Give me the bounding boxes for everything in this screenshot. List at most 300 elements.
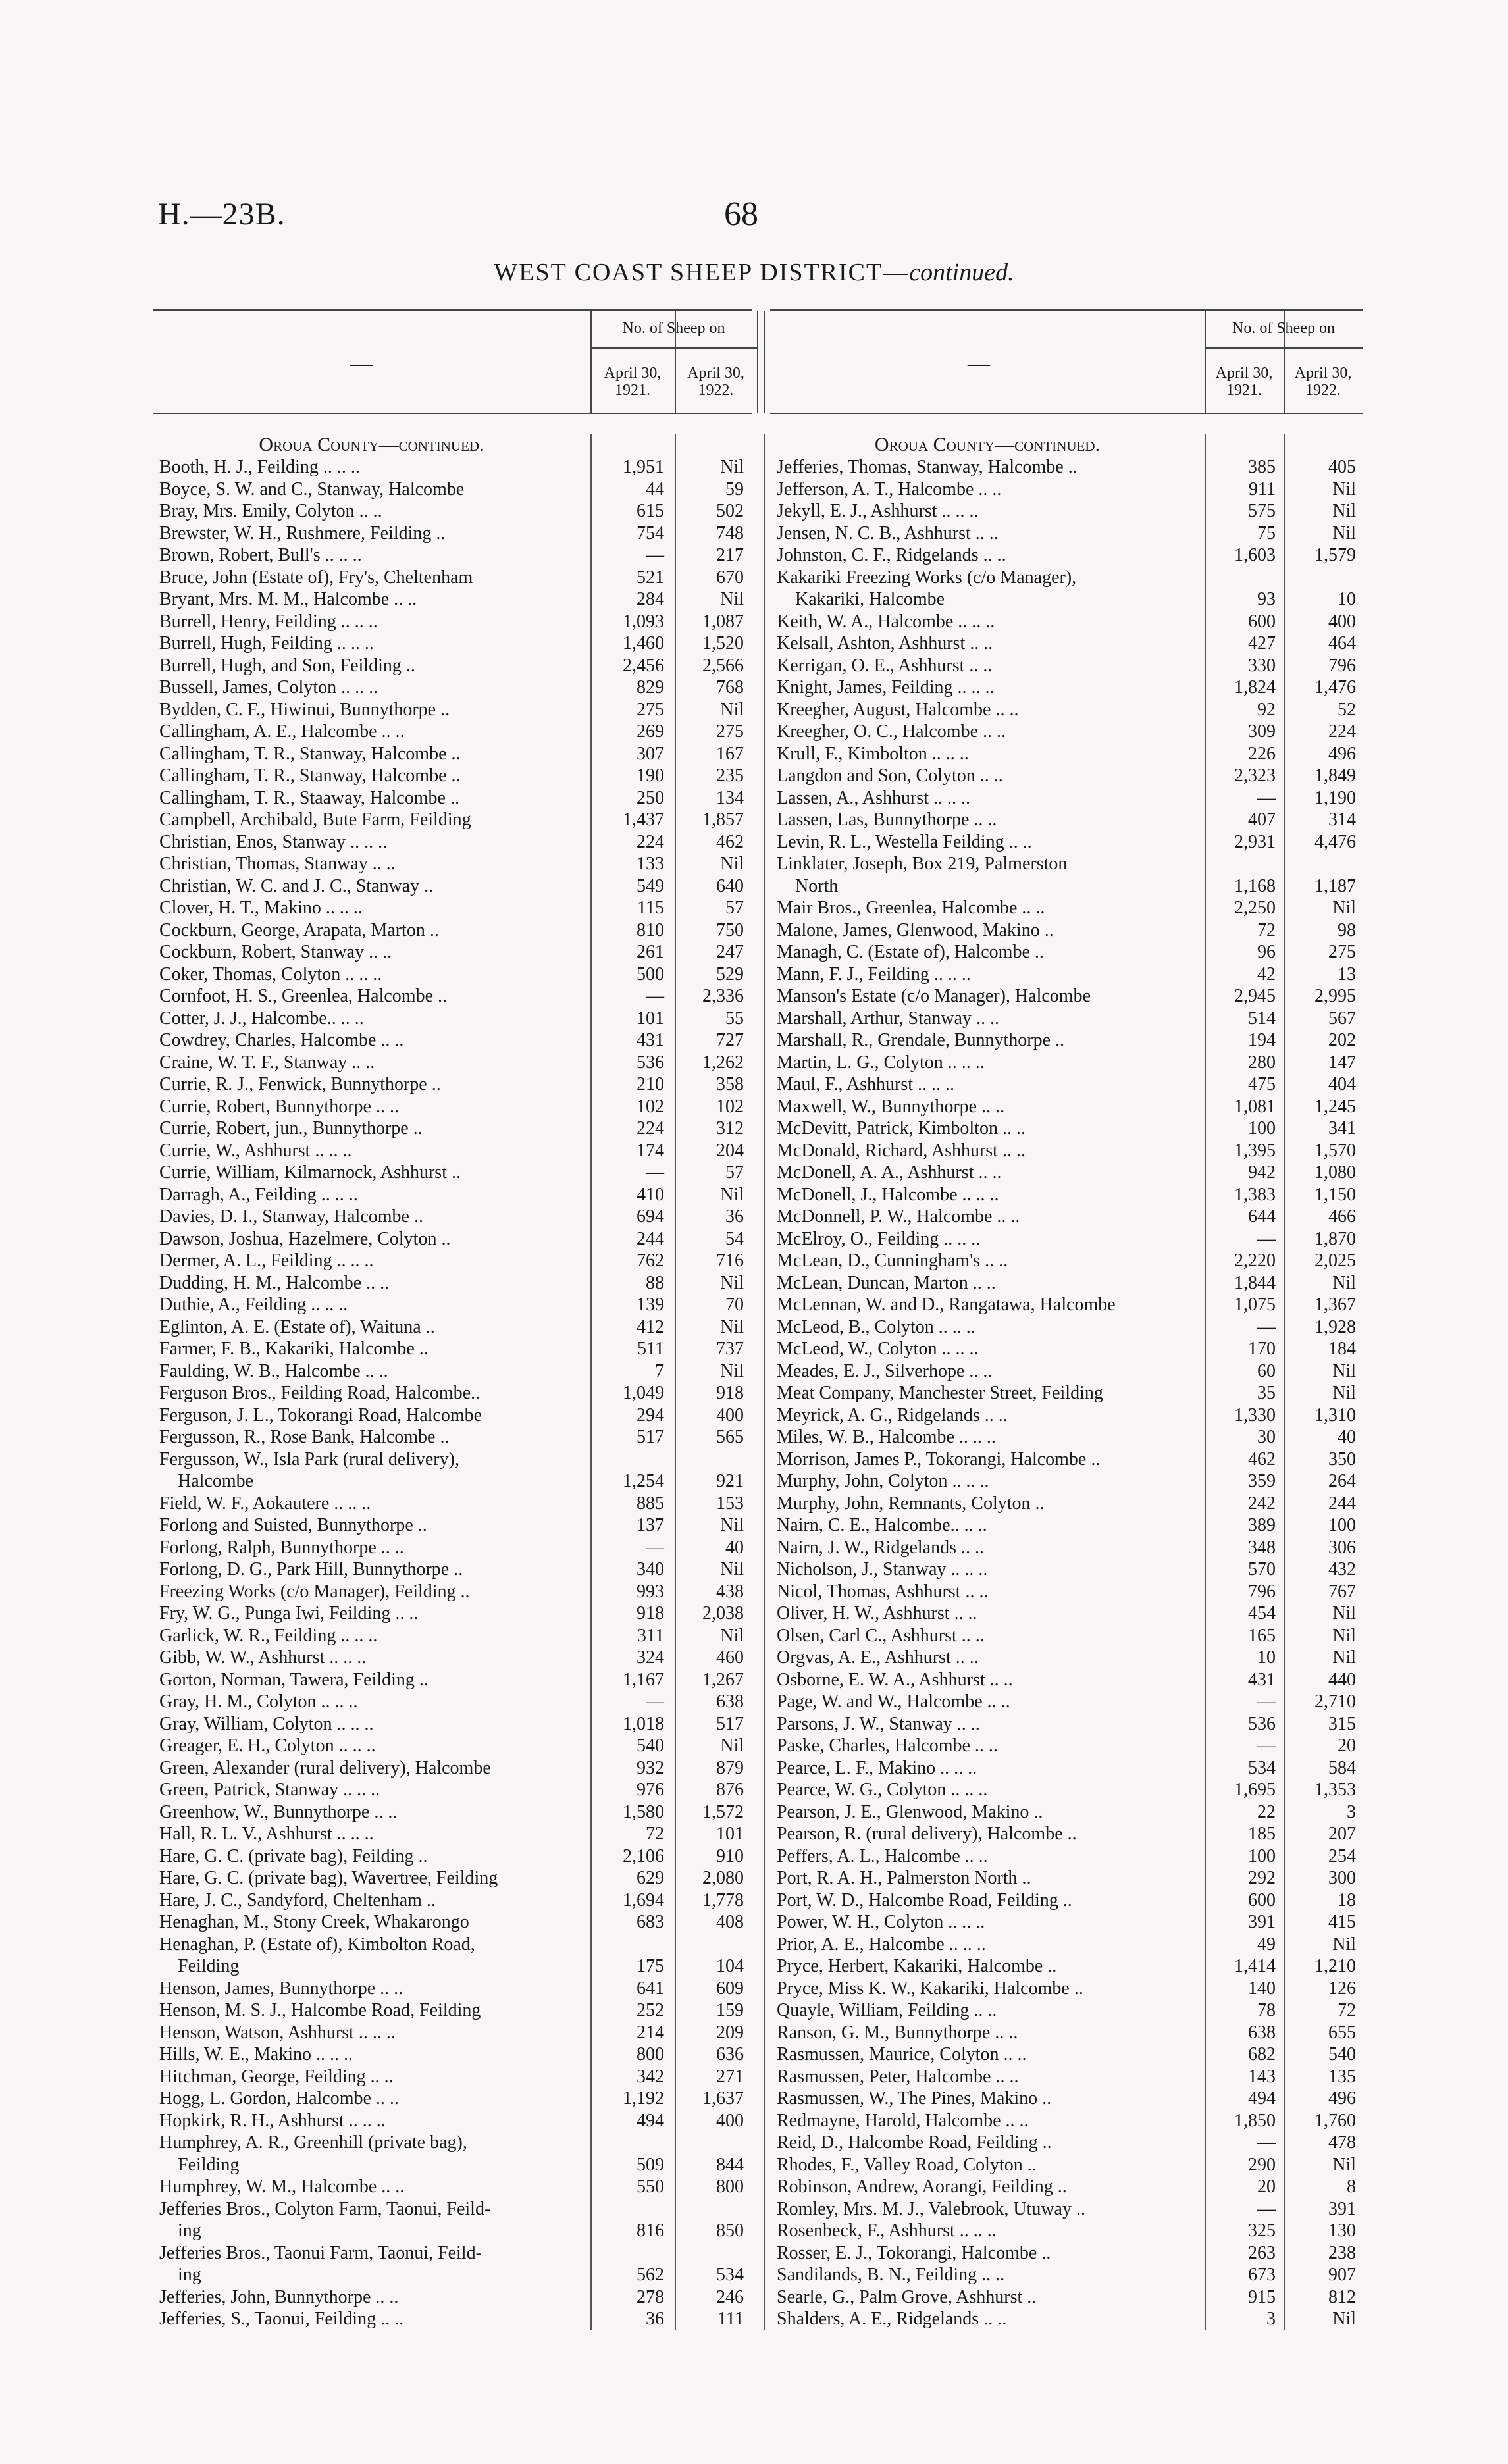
sheep-count-1921: — — [1257, 1316, 1276, 1337]
table-row — [153, 1999, 752, 2022]
owner-name — [159, 1073, 587, 1096]
table-row — [770, 1117, 1363, 1140]
sheep-count-1921: 194 — [1248, 1030, 1276, 1050]
owner-name — [159, 787, 587, 809]
table-row — [770, 1426, 1363, 1449]
sheep-count-1921: 1,824 — [1234, 677, 1276, 698]
sheep-count-1921: 7 — [655, 1360, 664, 1381]
sheep-count-1921: 92 — [1257, 699, 1276, 720]
owner-name — [159, 1845, 587, 1868]
owner-name-line: Johnston, C. F., Ridgelands .. .. — [777, 545, 1006, 565]
table-row — [770, 1911, 1363, 1934]
owner-name-line: Christian, Enos, Stanway .. .. .. — [159, 831, 388, 852]
sheep-count-1921: 517 — [637, 1427, 664, 1447]
owner-name — [159, 1117, 587, 1140]
table-row — [770, 1537, 1363, 1559]
sheep-count-1922: 235 — [716, 765, 744, 786]
sheep-count-1922: 238 — [1328, 2242, 1356, 2263]
sheep-count-1921: 431 — [637, 1030, 664, 1050]
owner-name-line: Currie, William, Kilmarnock, Ashhurst .. — [159, 1162, 461, 1183]
owner-name-line: Henson, M. S. J., Halcombe Road, Feilding — [159, 2000, 481, 2020]
table-row — [153, 1713, 752, 1735]
sheep-count-1922: 584 — [1328, 1757, 1356, 1778]
owner-name — [159, 721, 587, 743]
owner-name — [159, 897, 587, 919]
owner-name-line: Pearce, W. G., Colyton .. .. .. — [777, 1780, 988, 1800]
table-row — [153, 1360, 752, 1383]
owner-name — [159, 2088, 587, 2110]
sheep-count-1921: 1,018 — [623, 1713, 664, 1734]
owner-name-line: Kreegher, O. C., Halcombe .. .. — [777, 721, 1006, 742]
owner-name-line: Dudding, H. M., Halcombe .. .. — [159, 1272, 390, 1293]
owner-name — [159, 2043, 587, 2066]
owner-name-line: Nairn, C. E., Halcombe.. .. .. — [777, 1515, 987, 1535]
owner-name-line: Kelsall, Ashton, Ashhurst .. .. — [777, 633, 993, 654]
owner-name-line: Maul, F., Ashhurst .. .. .. — [777, 1074, 955, 1094]
sheep-count-1921: 252 — [637, 2000, 664, 2020]
table-row — [770, 1140, 1363, 1162]
owner-name — [159, 1250, 587, 1272]
owner-name — [777, 567, 1205, 611]
county-heading: Oroua County—continued. — [259, 434, 484, 455]
owner-name — [777, 1625, 1205, 1647]
date-1922-line1: April 30, — [1294, 365, 1352, 382]
table-row — [770, 1691, 1363, 1713]
owner-name-continuation: Halcombe — [178, 1471, 254, 1491]
owner-name — [777, 1294, 1205, 1316]
sheep-count-1922: 130 — [1328, 2220, 1356, 2241]
owner-name-line: Pearson, R. (rural delivery), Halcombe .. — [777, 1824, 1077, 1844]
table-row — [770, 677, 1363, 699]
table-row — [770, 1382, 1363, 1404]
sheep-count-1921: 2,323 — [1234, 765, 1276, 786]
sheep-count-1921: 93 — [1257, 589, 1276, 609]
sheep-count-1922: 126 — [1328, 1978, 1356, 1999]
table-row — [153, 1052, 752, 1074]
table-row — [153, 2132, 752, 2176]
owner-name — [159, 1889, 587, 1912]
owner-name-line: Rasmussen, Maurice, Colyton .. .. — [777, 2044, 1027, 2065]
owner-name-line: McLean, D., Cunningham's .. .. — [777, 1250, 1008, 1271]
owner-name — [777, 2264, 1205, 2286]
sheep-count-1921: 885 — [637, 1493, 664, 1514]
owner-name — [777, 1867, 1205, 1889]
owner-name-line: Linklater, Joseph, Box 219, Palmerston — [777, 854, 1068, 874]
owner-name-line: Farmer, F. B., Kakariki, Halcombe .. — [159, 1339, 429, 1359]
sheep-count-1921: 431 — [1248, 1669, 1276, 1690]
sheep-count-1921: 540 — [637, 1735, 664, 1756]
sheep-count-1922: 2,038 — [702, 1603, 744, 1624]
table-row — [153, 1889, 752, 1912]
sheep-count-1922: 315 — [1328, 1713, 1356, 1734]
owner-name — [159, 985, 587, 1008]
owner-name — [777, 632, 1205, 655]
owner-name-line: Gray, William, Colyton .. .. .. — [159, 1713, 374, 1734]
table-row — [770, 2286, 1363, 2309]
sheep-count-1922: Nil — [720, 1360, 744, 1381]
sheep-count-1921: 600 — [1248, 611, 1276, 632]
table-row — [153, 1779, 752, 1801]
table-row — [770, 1934, 1363, 1956]
owner-name-line: Kerrigan, O. E., Ashhurst .. .. — [777, 655, 993, 676]
sheep-count-1922: 1,778 — [702, 1889, 744, 1911]
owner-name-line: Keith, W. A., Halcombe .. .. .. — [777, 611, 995, 632]
table-row — [770, 655, 1363, 677]
sheep-count-1921: 514 — [1248, 1008, 1276, 1029]
owner-name-line: Craine, W. T. F., Stanway .. .. — [159, 1052, 375, 1073]
table-row — [770, 1073, 1363, 1096]
owner-name — [777, 2220, 1205, 2242]
sheep-count-1922: 1,572 — [702, 1801, 744, 1822]
sheep-count-1922: 217 — [716, 545, 744, 565]
owner-name — [159, 2286, 587, 2309]
owner-name — [159, 875, 587, 898]
sheep-count-1922: Nil — [720, 699, 744, 720]
owner-name — [159, 831, 587, 854]
sheep-count-1921: 1,075 — [1234, 1295, 1276, 1315]
sheep-count-1922: Nil — [720, 1735, 744, 1756]
table-row — [770, 1162, 1363, 1184]
sheep-count-1921: 348 — [1248, 1537, 1276, 1558]
sheep-count-1922: 2,336 — [702, 986, 744, 1006]
owner-name-line: Kakariki Freezing Works (c/o Manager), — [777, 567, 1077, 588]
owner-name-line: Redmayne, Harold, Halcombe .. .. — [777, 2110, 1029, 2131]
table-row — [153, 588, 752, 611]
owner-name-line: McLennan, W. and D., Rangatawa, Halcombe — [777, 1295, 1116, 1315]
owner-name-line: Hogg, L. Gordon, Halcombe .. .. — [159, 2088, 399, 2109]
sheep-count-1922: 636 — [716, 2044, 744, 2065]
table-row — [153, 1911, 752, 1934]
sheep-count-1921: 22 — [1257, 1801, 1276, 1822]
page-number: 68 — [724, 195, 758, 233]
table-row — [770, 1558, 1363, 1581]
sheep-count-1921: 570 — [1248, 1559, 1276, 1579]
table-row — [770, 721, 1363, 743]
owner-name-line: Jefferies Bros., Taonui Farm, Taonui, Feild- — [159, 2242, 482, 2263]
sheep-count-1921: 185 — [1248, 1824, 1276, 1844]
sheep-count-1921: 615 — [637, 501, 664, 521]
sheep-count-1922: 496 — [1328, 743, 1356, 764]
table-row — [153, 677, 752, 699]
date-1921-line1: April 30, — [1215, 365, 1273, 382]
owner-name-line: Meades, E. J., Silverhope .. .. — [777, 1360, 993, 1381]
owner-name — [159, 919, 587, 942]
sheep-count-1921: 78 — [1257, 2000, 1276, 2020]
owner-name — [159, 1272, 587, 1295]
owner-name — [777, 2176, 1205, 2198]
owner-name — [159, 2308, 587, 2330]
table-row — [153, 1162, 752, 1184]
sheep-count-1922: 1,210 — [1314, 1956, 1356, 1976]
table-row — [153, 1404, 752, 1427]
owner-name-line: Searle, G., Palm Grove, Ashhurst .. — [777, 2286, 1037, 2307]
sheep-count-1921: — — [646, 1162, 664, 1183]
table-row — [153, 1228, 752, 1250]
sheep-count-1921: 96 — [1257, 942, 1276, 962]
table-row — [770, 1493, 1363, 1515]
sheep-count-1921: 324 — [637, 1647, 664, 1668]
owner-name-line: McDonell, J., Halcombe .. .. .. — [777, 1184, 999, 1205]
owner-name-line: Bryant, Mrs. M. M., Halcombe .. .. — [159, 589, 417, 609]
sheep-count-1922: Nil — [1332, 1625, 1356, 1646]
sheep-count-1921: 1,330 — [1234, 1404, 1276, 1425]
sheep-count-1922: 224 — [1328, 721, 1356, 742]
table-row — [153, 478, 752, 501]
sheep-count-1921: 72 — [646, 1824, 664, 1844]
left-table-body — [153, 434, 752, 2330]
sheep-count-1922: 70 — [725, 1295, 744, 1315]
owner-name — [777, 2022, 1205, 2044]
owner-name — [159, 478, 587, 501]
owner-name — [777, 2043, 1205, 2066]
owner-name-line: Cotter, J. J., Halcombe.. .. .. — [159, 1008, 364, 1029]
sheep-count-1922: 72 — [1338, 2000, 1356, 2020]
sheep-count-1921: — — [1257, 1691, 1276, 1712]
owner-name — [159, 1449, 587, 1493]
sheep-count-1921: 1,844 — [1234, 1272, 1276, 1293]
table-row — [770, 456, 1363, 478]
table-row — [770, 853, 1363, 897]
owner-name-line: Managh, C. (Estate of), Halcombe .. — [777, 942, 1044, 962]
sheep-count-1922: 1,579 — [1314, 545, 1356, 565]
report-reference: H.—23B. — [158, 197, 286, 232]
owner-name-line: Meyrick, A. G., Ridgelands .. .. — [777, 1404, 1008, 1425]
sheep-count-1922: Nil — [720, 1272, 744, 1293]
owner-name — [777, 1558, 1205, 1581]
table-row — [153, 1426, 752, 1449]
owner-name — [159, 963, 587, 986]
owner-name — [159, 1911, 587, 1934]
owner-name-line: Maxwell, W., Bunnythorpe .. .. — [777, 1096, 1005, 1117]
sheep-count-1921: — — [1257, 1735, 1276, 1756]
owner-name — [777, 1029, 1205, 1052]
table-row — [770, 897, 1363, 919]
sheep-count-1922: 312 — [716, 1118, 744, 1139]
owner-name-line: Rasmussen, W., The Pines, Makino .. — [777, 2088, 1052, 2109]
sheep-count-1921: 2,220 — [1234, 1250, 1276, 1271]
owner-name — [777, 1272, 1205, 1295]
sheep-count-1922: 910 — [716, 1845, 744, 1866]
owner-name-line: Miles, W. B., Halcombe .. .. .. — [777, 1427, 996, 1447]
table-row — [153, 1184, 752, 1206]
owner-name-line: Dawson, Joshua, Hazelmere, Colyton .. — [159, 1228, 451, 1249]
left-table-header — [153, 309, 752, 414]
sheep-count-1921: 2,250 — [1234, 898, 1276, 918]
sheep-count-1922: 271 — [716, 2066, 744, 2087]
owner-name — [159, 1669, 587, 1691]
table-row — [770, 831, 1363, 854]
table-row — [770, 2154, 1363, 2176]
table-row — [770, 2176, 1363, 2198]
sheep-count-1922: 159 — [716, 2000, 744, 2020]
sheep-count-1922: 812 — [1328, 2286, 1356, 2307]
owner-name-line: Romley, Mrs. M. J., Valebrook, Utuway .. — [777, 2198, 1085, 2219]
sheep-count-header: No. of Sheep on — [1232, 320, 1335, 337]
sheep-count-1921: 44 — [646, 478, 664, 500]
sheep-count-1922: 1,080 — [1314, 1162, 1356, 1183]
owner-name-line: Pryce, Herbert, Kakariki, Halcombe .. — [777, 1956, 1057, 1976]
owner-name-line: Power, W. H., Colyton .. .. .. — [777, 1912, 985, 1932]
sheep-count-1922: 275 — [716, 721, 744, 742]
sheep-count-1922: 2,025 — [1314, 1250, 1356, 1271]
sheep-count-1922: 1,262 — [702, 1052, 744, 1073]
sheep-count-1922: 655 — [1328, 2022, 1356, 2043]
owner-name — [159, 2066, 587, 2088]
sheep-count-1922: Nil — [1332, 1272, 1356, 1293]
owner-name — [159, 2132, 587, 2176]
date-1921-header — [1205, 365, 1284, 399]
owner-name-line: Meat Company, Manchester Street, Feilding — [777, 1383, 1103, 1403]
sheep-count-1921: 35 — [1257, 1383, 1276, 1403]
sheep-count-1921: 509 — [637, 2154, 664, 2175]
owner-name-line: Jefferies Bros., Colyton Farm, Taonui, Feild- — [159, 2198, 491, 2219]
sheep-count-1922: Nil — [720, 457, 744, 477]
sheep-count-1922: 748 — [716, 523, 744, 544]
sheep-count-1921: 549 — [637, 875, 664, 896]
owner-name-line: Burrell, Henry, Feilding .. .. .. — [159, 611, 378, 632]
owner-name — [777, 1889, 1205, 1912]
owner-name — [159, 1426, 587, 1449]
owner-name-line: Hitchman, George, Feilding .. .. — [159, 2066, 394, 2087]
owner-name — [159, 941, 587, 963]
sheep-count-1922: 184 — [1328, 1339, 1356, 1359]
sheep-count-1921: — — [1257, 2132, 1276, 2153]
owner-name-line: Ferguson, J. L., Tokorangi Road, Halcombe — [159, 1404, 482, 1425]
date-1922-header — [675, 365, 757, 399]
owner-name-line: Morrison, James P., Tokorangi, Halcombe .. — [777, 1449, 1101, 1470]
table-row — [770, 985, 1363, 1008]
table-row — [770, 919, 1363, 942]
table-row — [153, 1316, 752, 1339]
sheep-count-1921: 340 — [637, 1559, 664, 1579]
sheep-count-1922: 1,849 — [1314, 765, 1356, 786]
sheep-count-1922: 57 — [725, 1162, 744, 1183]
sheep-count-1921: 1,460 — [623, 633, 664, 654]
table-row — [770, 699, 1363, 721]
owner-name — [159, 2022, 587, 2044]
owner-name — [777, 1537, 1205, 1559]
owner-name-line: Hall, R. L. V., Ashhurst .. .. .. — [159, 1824, 374, 1844]
owner-name — [777, 787, 1205, 809]
owner-name — [777, 677, 1205, 699]
table-row — [153, 809, 752, 831]
owner-name-line: Reid, D., Halcombe Road, Feilding .. — [777, 2132, 1052, 2153]
owner-name-line: Nicol, Thomas, Ashhurst .. .. — [777, 1581, 989, 1602]
table-row — [770, 2198, 1363, 2220]
table-row — [770, 500, 1363, 523]
sheep-count-1922: 529 — [716, 963, 744, 985]
table-row — [770, 544, 1363, 567]
owner-name — [159, 2176, 587, 2198]
owner-name-line: Forlong and Suisted, Bunnythorpe .. — [159, 1515, 427, 1535]
sheep-count-1921: — — [1257, 787, 1276, 808]
owner-name-line: Currie, R. J., Fenwick, Bunnythorpe .. — [159, 1074, 441, 1094]
owner-name-line: Bruce, John (Estate of), Fry's, Cheltenham — [159, 567, 473, 588]
sheep-count-1922: 408 — [716, 1912, 744, 1932]
owner-name-line: Fergusson, R., Rose Bank, Halcombe .. — [159, 1427, 450, 1447]
sheep-count-1922: Nil — [1332, 1383, 1356, 1403]
right-table-header — [770, 309, 1363, 414]
page-title — [0, 258, 1508, 287]
owner-name-line: Nairn, J. W., Ridgelands .. .. — [777, 1537, 984, 1558]
header-divider — [1205, 347, 1363, 349]
table-row — [153, 1250, 752, 1272]
owner-name-line: Marshall, Arthur, Stanway .. .. — [777, 1008, 999, 1029]
sheep-count-1922: 10 — [1338, 589, 1356, 609]
sheep-count-1921: 330 — [1248, 655, 1276, 676]
sheep-count-1921: 242 — [1248, 1493, 1276, 1514]
sheep-count-1922: 565 — [716, 1427, 744, 1447]
table-row — [153, 1647, 752, 1669]
sheep-count-1921: 294 — [637, 1404, 664, 1425]
sheep-count-1921: 1,167 — [623, 1669, 664, 1690]
owner-name — [159, 632, 587, 655]
owner-name-line: Levin, R. L., Westella Feilding .. .. — [777, 831, 1032, 852]
sheep-count-1922: Nil — [720, 589, 744, 609]
owner-name — [777, 1757, 1205, 1780]
sheep-count-1921: 210 — [637, 1074, 664, 1094]
owner-name-line: Greenhow, W., Bunnythorpe .. .. — [159, 1801, 398, 1822]
table-row — [770, 1779, 1363, 1801]
owner-name — [777, 2242, 1205, 2265]
sheep-count-1922: 400 — [716, 2110, 744, 2131]
sheep-count-1922: 1,353 — [1314, 1780, 1356, 1800]
owner-name — [777, 2132, 1205, 2154]
name-column-header: — — [968, 351, 990, 376]
sheep-count-1921: 1,254 — [623, 1471, 664, 1491]
owner-name-line: Davies, D. I., Stanway, Halcombe .. — [159, 1206, 423, 1227]
table-row — [770, 1316, 1363, 1339]
owner-name — [159, 544, 587, 567]
sheep-count-1922: 341 — [1328, 1118, 1356, 1139]
owner-name-line: McDonald, Richard, Ashhurst .. .. — [777, 1140, 1026, 1161]
sheep-count-1922: 391 — [1328, 2198, 1356, 2219]
sheep-count-1921: 244 — [637, 1228, 664, 1249]
sheep-count-1921: 292 — [1248, 1868, 1276, 1888]
table-row — [153, 1272, 752, 1295]
owner-name — [159, 1316, 587, 1339]
table-row — [153, 1867, 752, 1889]
sheep-count-1922: Nil — [1332, 1647, 1356, 1668]
date-1922-header — [1284, 365, 1363, 399]
sheep-count-1921: 133 — [637, 854, 664, 874]
owner-name-line: Rhodes, F., Valley Road, Colyton .. — [777, 2154, 1037, 2175]
owner-name — [777, 2286, 1205, 2309]
owner-name-line: McElroy, O., Feilding .. .. .. — [777, 1228, 981, 1249]
table-row — [153, 456, 752, 478]
table-row — [153, 1558, 752, 1581]
sheep-count-1921: 412 — [637, 1316, 664, 1337]
sheep-count-1922: 147 — [1328, 1052, 1356, 1073]
owner-name-line: Bydden, C. F., Hiwinui, Bunnythorpe .. — [159, 699, 450, 720]
sheep-count-1921: 796 — [1248, 1581, 1276, 1602]
owner-name — [777, 456, 1205, 478]
sheep-count-1922: 750 — [716, 919, 744, 940]
table-row — [153, 765, 752, 787]
sheep-count-1922: 438 — [716, 1581, 744, 1602]
sheep-count-1922: 502 — [716, 501, 744, 521]
table-row — [770, 787, 1363, 809]
table-row — [770, 523, 1363, 545]
sheep-count-1922: 432 — [1328, 1559, 1356, 1579]
owner-name-line: Burrell, Hugh, and Son, Feilding .. — [159, 655, 415, 676]
table-row — [770, 1228, 1363, 1250]
table-row — [153, 743, 752, 765]
table-row — [770, 2022, 1363, 2044]
sheep-count-1922: 55 — [725, 1008, 744, 1029]
table-row — [770, 1272, 1363, 1295]
table-row — [153, 500, 752, 523]
